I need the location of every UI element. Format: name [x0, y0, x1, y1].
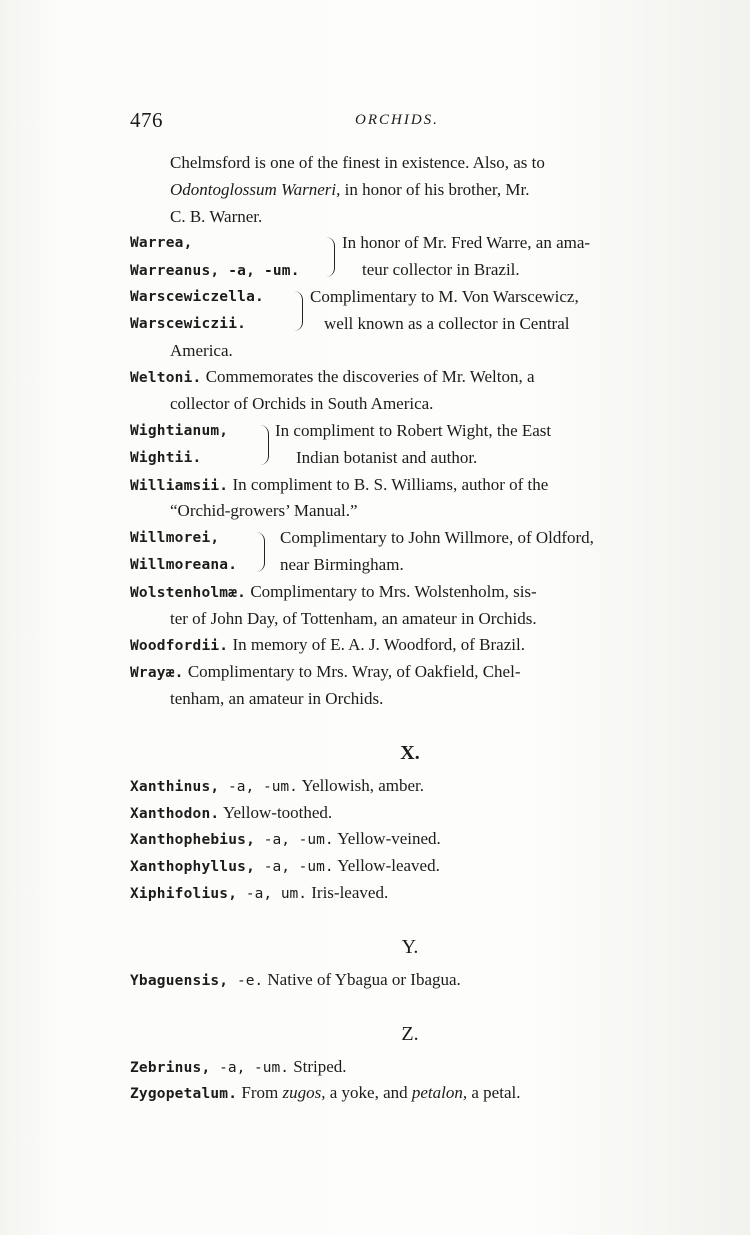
- entry-headword: Warrea,: [130, 235, 193, 252]
- brace-mark: [326, 237, 335, 277]
- entry-warscewiczella: [130, 284, 690, 338]
- italic-term: Odontoglossum Warneri,: [170, 179, 341, 199]
- section-heading-x: X.: [400, 741, 420, 764]
- entry-xiphifolius: Xiphifolius, -a, um. Iris-leaved.: [130, 882, 389, 902]
- entry-xanthodon: Xanthodon. Yellow-toothed.: [130, 802, 333, 822]
- entry-definition: Indian botanist and author.: [296, 447, 478, 467]
- entry-definition: In honor of Mr. Fred Warre, an ama-: [342, 233, 591, 253]
- entry-headword: Warscewiczii.: [130, 315, 247, 332]
- entry-definition: collector of Orchids in South America.: [170, 394, 434, 414]
- entry-headword: Wrayæ.: [130, 665, 184, 682]
- entry-headword: Williamsii.: [130, 477, 229, 494]
- entry-definition: well known as a collector in Central: [324, 313, 570, 333]
- entry-definition: near Birmingham.: [280, 554, 404, 574]
- entry-wightianum: [130, 418, 690, 472]
- entry-headword: Willmorei,: [130, 530, 220, 547]
- entry-xanthophyllus: Xanthophyllus, -a, -um. Yellow-leaved.: [130, 856, 440, 876]
- entry-definition: teur collector in Brazil.: [362, 260, 520, 280]
- glossary-text: [130, 150, 690, 1107]
- entry-definition: Complimentary to John Willmore, of Oldford,: [280, 528, 594, 548]
- entry-warrea: [130, 230, 690, 284]
- entry-definition: America.: [170, 340, 233, 360]
- entry-definition: tenham, an amateur in Orchids.: [170, 688, 384, 708]
- entry-xanthophebius: Xanthophebius, -a, -um. Yellow-veined.: [130, 829, 441, 849]
- entry-headword: Wightii.: [130, 449, 202, 466]
- entry-willmorei: [130, 525, 690, 579]
- entry-wolstenholmae: Wolstenholmæ. Complimentary to Mrs. Wolstenholm, sis-: [130, 581, 537, 601]
- entry-definition: ter of John Day, of Tottenham, an amateur in Orchids.: [170, 608, 537, 628]
- entry-williamsii: Williamsii. In compliment to B. S. Williams, author of the: [130, 474, 549, 494]
- entry-headword: Weltoni.: [130, 370, 202, 387]
- continued-line: Chelmsford is one of the finest in existence. Also, as to: [170, 153, 545, 172]
- entry-headword: Wolstenholmæ.: [130, 584, 247, 601]
- entry-headword: Willmoreana.: [130, 556, 238, 573]
- entry-headword: Woodfordii.: [130, 638, 229, 655]
- entry-headword: Warscewiczella.: [130, 288, 264, 305]
- brace-mark: [256, 532, 265, 572]
- italic-term: petalon,: [411, 1083, 468, 1103]
- entry-ybaguensis: Ybaguensis, -e. Native of Ybagua or Ibagua.: [130, 969, 461, 989]
- running-title: ORCHIDS.: [355, 112, 439, 128]
- entry-weltoni: Weltoni. Commemorates the discoveries of Mr. Welton, a: [130, 367, 535, 387]
- entry-xanthinus: Xanthinus, -a, -um. Yellowish, amber.: [130, 775, 424, 795]
- brace-mark: [294, 291, 303, 331]
- entry-definition: In compliment to Robert Wight, the East: [275, 420, 552, 440]
- entry-headword: Warreanus, -a, -um.: [130, 263, 300, 280]
- entry-woodfordii: Woodfordii. In memory of E. A. J. Woodford, of Brazil.: [130, 635, 525, 655]
- page-header: [130, 108, 690, 138]
- section-heading-y: Y.: [401, 935, 419, 958]
- entry-zygopetalum: Zygopetalum. From zugos, a yoke, and petalon, a petal.: [130, 1083, 521, 1103]
- entry-definition: Complimentary to M. Von Warscewicz,: [310, 286, 579, 306]
- continued-line: C. B. Warner.: [170, 206, 263, 226]
- entry-definition: “Orchid-growers’ Manual.”: [170, 501, 358, 521]
- entry-zebrinus: Zebrinus, -a, -um. Striped.: [130, 1056, 347, 1076]
- page-number: 476: [130, 108, 163, 132]
- section-heading-z: Z.: [401, 1022, 419, 1045]
- entry-headword: Wightianum,: [130, 422, 229, 439]
- continued-line: Odontoglossum Warneri, in honor of his brother, Mr.: [170, 179, 530, 199]
- brace-mark: [260, 425, 269, 465]
- italic-term: zugos,: [282, 1083, 326, 1103]
- entry-wrayae: Wrayæ. Complimentary to Mrs. Wray, of Oakfield, Chel-: [130, 662, 521, 682]
